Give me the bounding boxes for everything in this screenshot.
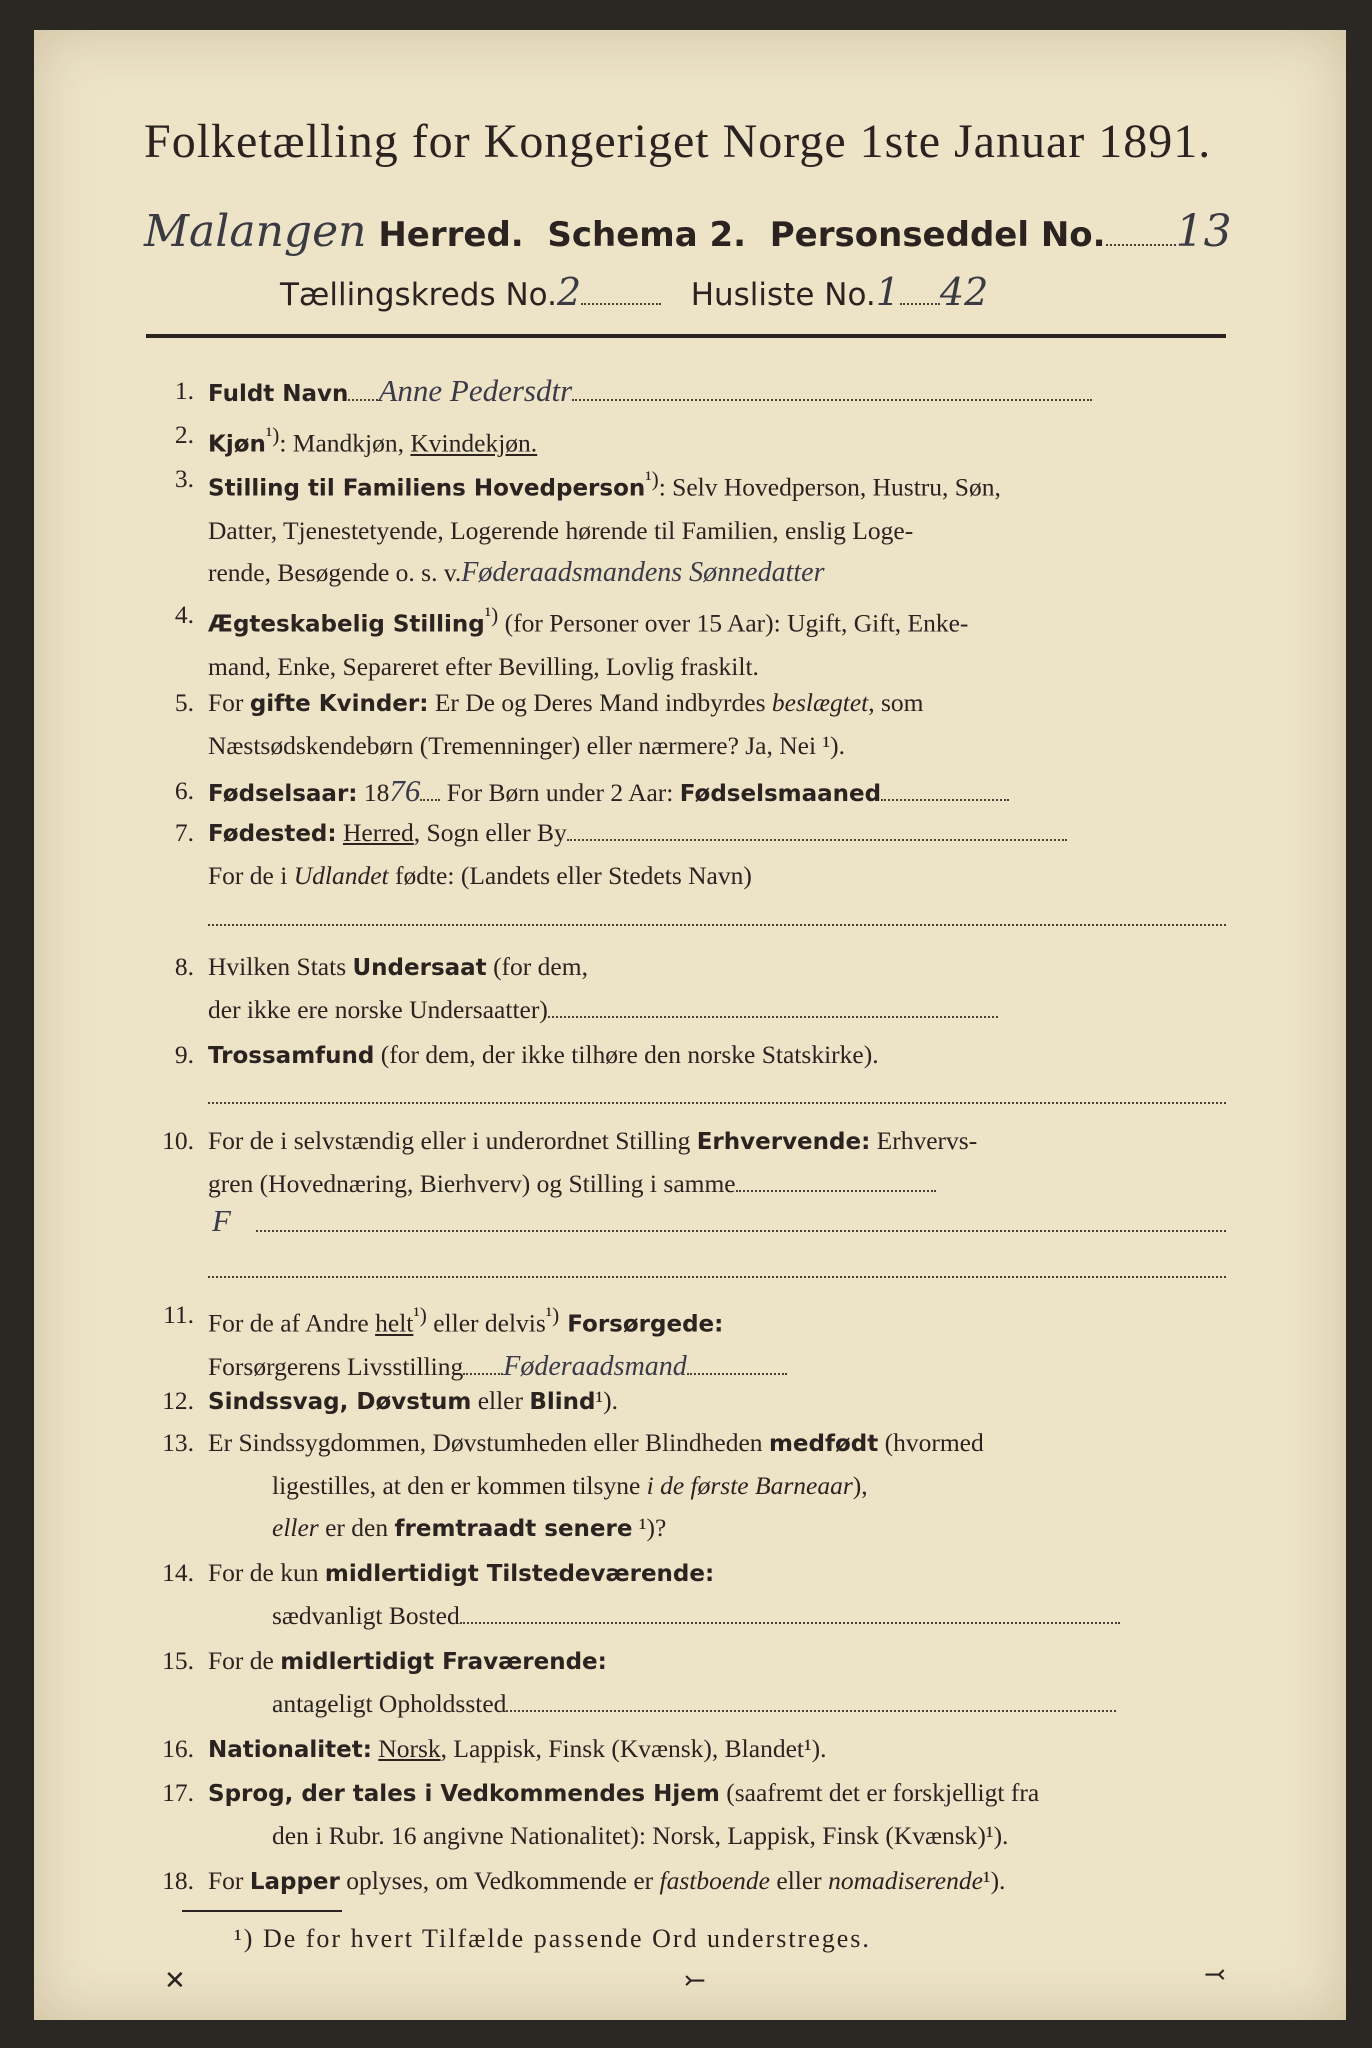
item-text: Er De og Deres Mand indbyrdes [428, 688, 772, 717]
supporter-value: Føderaadsmand [503, 1350, 687, 1382]
item-text: For Børn under 2 Aar: [440, 778, 680, 807]
husliste-number: 1 [875, 270, 900, 314]
item-text: er den [318, 1513, 395, 1542]
supported-selected: helt [375, 1308, 414, 1338]
husliste-number-2: 42 [939, 270, 989, 314]
item-text: For [208, 1866, 250, 1895]
item-text: For de i [208, 861, 294, 890]
item-label: Blind [529, 1389, 596, 1415]
item-text: ligestilles, at den er kommen tilsyne [272, 1471, 647, 1500]
item-label: Stilling til Familiens Hovedperson [208, 475, 646, 502]
item-text: For de af Andre [208, 1308, 376, 1338]
herred-label: Herred. [378, 215, 524, 255]
item-number: 14. [162, 1558, 194, 1587]
item-text: fastboende [659, 1866, 770, 1895]
item-text: For de kun [208, 1558, 325, 1587]
item-number: 13. [162, 1428, 194, 1457]
item-label: Fødselsaar: [208, 781, 358, 807]
blank-line [208, 1276, 1226, 1278]
birthplace-selected: Herred [342, 818, 414, 847]
item-number: 15. [162, 1646, 194, 1675]
schema-label: Schema 2. [547, 215, 747, 255]
footnote-ref: ¹) [545, 1303, 560, 1327]
item-number: 8. [174, 952, 194, 981]
item-label: midlertidigt Tilstedeværende: [324, 1561, 715, 1587]
item-label: Ægteskabelig Stilling [208, 611, 485, 638]
item-number: 9. [174, 1040, 194, 1069]
item-text: ), [852, 1471, 868, 1500]
item-text: eller [272, 1513, 319, 1542]
item-label: medfødt [768, 1431, 879, 1457]
item-text: , som [868, 688, 924, 717]
item-number: 12. [162, 1386, 194, 1415]
item-text: Erhvervs- [870, 1126, 978, 1155]
item-text: beslægtet [771, 688, 869, 717]
item-text: oplyses, om Vedkommende er [339, 1866, 660, 1895]
item-label: midlertidigt Fraværende: [280, 1649, 607, 1675]
item-text: (saafremt det er forskjelligt fra [719, 1778, 1040, 1807]
corner-mark-right: ⤙ [1204, 1960, 1226, 1990]
header-rule [146, 334, 1226, 338]
item-text: , Sogn eller By [413, 818, 567, 847]
item-number: 17. [162, 1778, 194, 1807]
item-text: nomadiserende [828, 1866, 983, 1895]
blank-line [208, 924, 1226, 926]
item-label: fremtraadt senere [394, 1516, 633, 1542]
header-line-herred [144, 206, 1232, 257]
item-text: : Selv Hovedperson, Hustru, Søn, [658, 472, 1001, 502]
item-label: Sprog, der tales i Vedkommendes Hjem [208, 1781, 720, 1807]
item-number: 7. [174, 818, 194, 847]
item-text: den i Rubr. 16 angivne Nationalitet): Norsk, Lappisk, Finsk (Kvænsk)¹). [272, 1821, 1009, 1850]
item-text: , Lappisk, Finsk (Kvænsk), Blandet¹). [440, 1734, 827, 1763]
census-form-page [34, 30, 1346, 2020]
item-4-marital-status [146, 594, 1226, 680]
item-label: Lapper [249, 1869, 340, 1895]
item-label: Erhvervende: [696, 1129, 871, 1155]
item-number: 2. [174, 420, 194, 449]
nationality-selected: Norsk [378, 1734, 441, 1763]
header-line-kreds [280, 270, 988, 314]
item-label: Nationalitet: [208, 1737, 372, 1763]
item-text: Hvilken Stats [208, 952, 353, 981]
item-text: mand, Enke, Separeret efter Bevilling, Lovlig fraskilt. [208, 651, 759, 681]
item-text: For de i selvstændig eller i underordnet Stilling [208, 1126, 697, 1155]
taellingskreds-number: 2 [556, 270, 582, 314]
item-text: (hvormed [878, 1428, 984, 1457]
item-number: 1. [174, 376, 194, 405]
item-10-occupation [146, 1120, 1226, 1290]
footnote-ref: ¹) [413, 1303, 427, 1327]
item-8-citizenship [146, 946, 1226, 1032]
item-text: For [208, 688, 250, 717]
item-label: Undersaat [352, 955, 487, 981]
birth-year-value: 76 [389, 773, 421, 808]
item-text: For de [208, 1646, 281, 1675]
corner-mark-left: ✕ [164, 1966, 186, 1996]
municipality-handwritten: Malangen [144, 206, 367, 257]
item-label: Forsørgede: [559, 1311, 724, 1338]
item-13-congenital [146, 1422, 1226, 1552]
item-text: ¹)? [632, 1513, 667, 1542]
item-14-temporarily-present [146, 1552, 1226, 1638]
item-text: der ikke ere norske Undersaatter) [208, 995, 548, 1024]
item-text: Er Sindssygdommen, Døvstumheden eller Blindheden [208, 1428, 769, 1457]
family-position-value: Føderaadsmandens Sønnedatter [461, 556, 825, 588]
item-number: 3. [174, 464, 194, 493]
item-text: sædvanligt Bosted [272, 1601, 460, 1630]
blank-line [208, 1102, 1226, 1104]
item-number: 10. [162, 1126, 194, 1155]
item-17-language [146, 1772, 1226, 1858]
item-number: 4. [174, 600, 194, 629]
item-text: i de første Barneaar [646, 1471, 853, 1500]
item-text: Forsørgerens Livsstilling [208, 1351, 464, 1381]
item-6-birth-year [146, 770, 1226, 812]
footnote-rule [182, 1910, 342, 1912]
blank-line [256, 1230, 1226, 1232]
footnote: ¹) De for hvert Tilfælde passende Ord understreges. [234, 1924, 871, 1953]
form-title: Folketælling for Kongeriget Norge 1ste Januar 1891. [144, 115, 1212, 168]
item-text: ¹). [982, 1866, 1006, 1895]
item-9-religion [146, 1034, 1226, 1120]
corner-mark-center: ⤚ [684, 1966, 706, 1996]
item-text: rende, Besøgende o. s. v. [208, 557, 462, 587]
item-2-gender [146, 414, 1226, 456]
item-label: Fødselsmaaned [679, 781, 882, 807]
item-text: : Mandkjøn, [279, 428, 411, 458]
item-text: Datter, Tjenestetyende, Logerende hørende til Familien, enslig Loge- [208, 515, 914, 545]
item-label: Sindssvag, Døvstum [208, 1389, 472, 1415]
item-5-married-women [146, 682, 1226, 768]
item-text: gren (Hovednæring, Bierhverv) og Stilling i samme [208, 1169, 736, 1198]
item-text: (for dem, [486, 952, 588, 981]
item-number: 11. [163, 1300, 194, 1329]
gender-selected: Kvindekjøn. [410, 428, 538, 458]
item-text: antageligt Opholdssted [272, 1689, 507, 1718]
item-number: 6. [174, 776, 194, 805]
occupation-value: F [212, 1203, 231, 1238]
item-text: ¹). [595, 1386, 619, 1415]
footnote-ref: ¹) [645, 467, 659, 491]
item-text: (for Personer over 15 Aar): Ugift, Gift, Enke- [498, 608, 969, 638]
full-name-value: Anne Pedersdtr [378, 373, 573, 408]
personseddel-label: Personseddel No. [769, 215, 1106, 255]
item-18-lapps [146, 1860, 1226, 1902]
item-label: Kjøn [208, 431, 266, 458]
item-label: Fødested: [208, 821, 337, 847]
item-text: 18 [357, 778, 390, 807]
item-label: gifte Kvinder: [249, 691, 429, 717]
item-number: 5. [174, 688, 194, 717]
item-7-birthplace [146, 812, 1226, 942]
item-label: Trossamfund [208, 1043, 375, 1069]
personseddel-number: 13 [1175, 206, 1232, 257]
item-16-nationality [146, 1728, 1226, 1770]
taellingskreds-label: Tællingskreds No. [280, 277, 557, 313]
footnote-ref: ¹) [265, 423, 280, 447]
husliste-label: Husliste No. [690, 277, 876, 313]
item-12-disability [146, 1380, 1226, 1422]
item-text: Udlandet [293, 861, 389, 890]
item-text: (for dem, der ikke tilhøre den norske Statskirke). [374, 1040, 879, 1069]
item-number: 18. [162, 1866, 194, 1895]
item-text: eller delvis [426, 1308, 546, 1338]
item-15-temporarily-absent [146, 1640, 1226, 1726]
item-text: fødte: (Landets eller Stedets Navn) [388, 861, 752, 890]
item-number: 16. [162, 1734, 194, 1763]
item-1-full-name [146, 370, 1226, 412]
item-text: eller [471, 1386, 530, 1415]
item-label: Fuldt Navn [208, 381, 349, 407]
footnote-ref: ¹) [484, 603, 499, 627]
item-3-family-position [146, 458, 1226, 588]
item-text: Næstsødskendebørn (Tremenninger) eller nærmere? Ja, Nei ¹). [208, 731, 845, 760]
item-text: eller [770, 1866, 829, 1895]
item-11-supported [146, 1294, 1226, 1380]
